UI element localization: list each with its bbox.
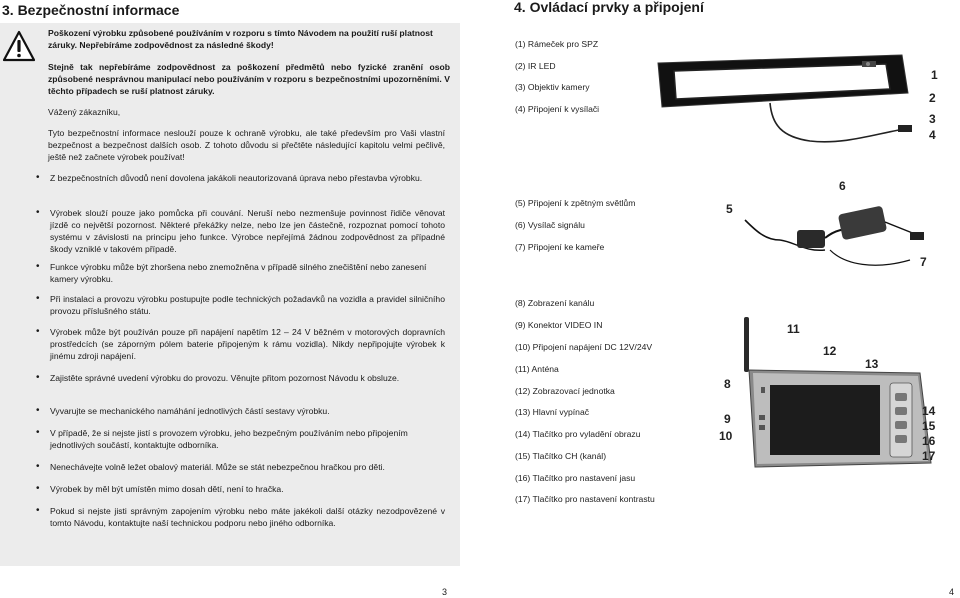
- component-item: (10) Připojení napájení DC 12V/24V: [515, 342, 653, 352]
- callout-3: 3: [929, 112, 936, 126]
- safety-bullet: • Výrobek by měl být umístěn mimo dosah dětí, není to hračka.: [50, 483, 445, 495]
- safety-bullet: • Nenechávejte volně ležet obalový materiál. Může se stát nebezpečnou hračkou pro děti.: [50, 461, 445, 473]
- warning-text-1: Poškození výrobku způsobené používáním v rozporu s tímto Návodem na použití ruší platnost záruky. Nepřebíráme zodpovědnost za následné škody!: [48, 28, 433, 50]
- warning-text-2: Stejně tak nepřebíráme zodpovědnost za poškození předmětů nebo fyzické zranění osob způsobené nesprávnou manipulací nebo používáním v rozporu s bezpečnostními upozorněními. V těchto případech se ruší platnost záruky.: [48, 62, 450, 96]
- component-item: (6) Vysílač signálu: [515, 220, 585, 230]
- component-item: (2) IR LED: [515, 61, 556, 71]
- safety-bullet: • Vyvarujte se mechanického namáhání jednotlivých částí sestavy výrobku.: [50, 405, 445, 417]
- component-item: (12) Zobrazovací jednotka: [515, 386, 615, 396]
- component-item: (3) Objektiv kamery: [515, 82, 590, 92]
- callout-11: 11: [787, 322, 800, 336]
- component-item: (14) Tlačítko pro vyladění obrazu: [515, 429, 641, 439]
- component-item: (7) Připojení ke kameře: [515, 242, 605, 252]
- component-item: (8) Zobrazení kanálu: [515, 298, 595, 308]
- component-item: (5) Připojení k zpětným světlům: [515, 198, 636, 208]
- callout-16: 16: [922, 434, 936, 448]
- callout-4: 4: [929, 128, 936, 142]
- safety-bullet: • Výrobek může být používán pouze při napájení napětím 12 – 24 V běžném v motorových dopravních prostředcích (se záporným pólem baterie připojeným k rámu vozidla). Nikdy nepřipojujte výrobek k jinému zdroji napájení.: [50, 326, 445, 362]
- callout-5: 5: [726, 202, 733, 216]
- component-item: (4) Připojení k vysílači: [515, 104, 600, 114]
- safety-bullet: • Při instalaci a provozu výrobku postupujte podle technických požadavků na vozidla a pravidel silničního provozu příslušného státu.: [50, 293, 445, 317]
- transmitter-image: [735, 190, 935, 285]
- greeting: Vážený zákazníku,: [48, 107, 121, 117]
- callout-12: 12: [823, 344, 837, 358]
- safety-bullet: • Zajistěte správné uvedení výrobku do provozu. Věnujte přitom pozornost Návodu k obsluze.: [50, 372, 445, 384]
- safety-bullet: • Pokud si nejste jisti správným zapojením výrobku nebo máte jakékoli další otázky nezodpovězené v tomto Návodu, kontaktujte naší technickou podporu nebo jiného odborníka.: [50, 505, 445, 529]
- callout-7: 7: [920, 255, 927, 269]
- callout-13: 13: [865, 357, 879, 371]
- page-number-right: 4: [949, 587, 955, 597]
- safety-bullet: • Z bezpečnostních důvodů není dovolena jakákoli neautorizovaná úprava nebo přestavba výrobku.: [50, 172, 445, 184]
- safety-bullet: • Funkce výrobku může být zhoršena nebo znemožněna v případě silného znečištění nebo zanesení kamery výrobku.: [50, 261, 445, 285]
- warning-icon: [3, 30, 35, 62]
- component-item: (13) Hlavní vypínač: [515, 407, 590, 417]
- callout-10: 10: [719, 429, 733, 443]
- component-item: (11) Anténa: [515, 364, 559, 374]
- callout-17: 17: [922, 449, 936, 463]
- callout-6: 6: [839, 179, 846, 193]
- component-item: (15) Tlačítko CH (kanál): [515, 451, 607, 461]
- intro-paragraph: Tyto bezpečnostní informace neslouží pouze k ochraně výrobku, ale také především pro Vaši vlastní bezpečnost a bezpečnost dalších osob. Z tohoto důvodu si přečtěte následující kapitolu velmi pečlivě, ještě než začnete výrobek používat!: [48, 128, 445, 162]
- callout-14: 14: [922, 404, 936, 418]
- right-heading: 4. Ovládací prvky a připojení: [514, 0, 704, 15]
- component-item: (17) Tlačítko pro nastavení kontrastu: [515, 494, 655, 504]
- component-item: (16) Tlačítko pro nastavení jasu: [515, 473, 636, 483]
- callout-8: 8: [724, 377, 731, 391]
- left-heading: 3. Bezpečnostní informace: [2, 2, 180, 18]
- display-unit-image: [735, 315, 945, 485]
- safety-bullet: • V případě, že si nejste jistí s provozem výrobku, jeho bezpečným používáním nebo připojením jednotlivých součástí, kontaktujte odborníka.: [50, 427, 445, 451]
- license-plate-camera-image: [640, 45, 920, 155]
- component-item: (9) Konektor VIDEO IN: [515, 320, 603, 330]
- page-number-left: 3: [442, 587, 448, 597]
- callout-2: 2: [929, 91, 936, 105]
- callout-9: 9: [724, 412, 731, 426]
- safety-bullet: • Výrobek slouží pouze jako pomůcka při couvání. Neruší nebo nezmenšuje povinnost řidiče věnovat jízdě co největší pozornost. Některé překážky nelze, nebo lze jen částečně, rozpoznat pomocí tohoto systému v závislosti na principu jeho funkce. Výrobce nepřejímá žádnou zodpovědnost za případné škody vzniklé v takovém případě.: [50, 207, 445, 255]
- callout-1: 1: [931, 68, 938, 82]
- callout-15: 15: [922, 419, 936, 433]
- component-item: (1) Rámeček pro SPZ: [515, 39, 599, 49]
